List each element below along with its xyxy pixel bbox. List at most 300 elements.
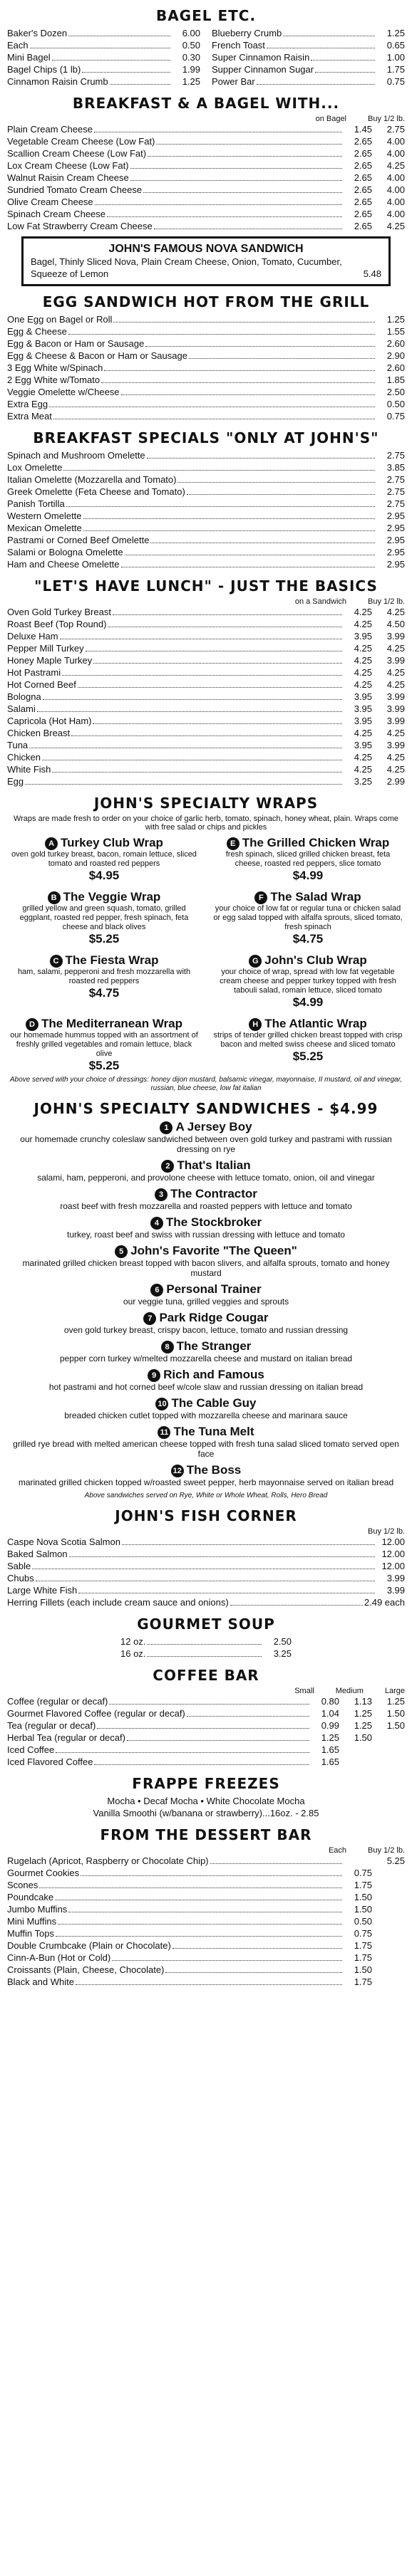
- menu-item-row: [7, 666, 405, 679]
- item-price: 2.95: [386, 523, 405, 533]
- column-header: [7, 597, 405, 606]
- menu-item-row: [7, 461, 405, 473]
- item-price: 3.99: [386, 691, 405, 702]
- sandwich-title: [7, 1244, 405, 1258]
- menu-item-row: [7, 325, 405, 337]
- leader-dots: [37, 711, 342, 712]
- item-name: Deluxe Ham: [7, 631, 58, 642]
- section-title: EGG SANDWICH HOT FROM THE GRILL: [42, 293, 370, 310]
- menu-item-row: [7, 362, 405, 374]
- item-name: Panish Tortilla: [7, 498, 65, 509]
- wrap-name: Turkey Club Wrap: [61, 836, 163, 849]
- item-name: Baked Salmon: [7, 1549, 68, 1559]
- wrap-desc: your choice of wrap, spread with low fat vegetable cream cheese and pepper turkey topped with fresh tabouli salad, romain lettuce, sliced tomato: [220, 968, 396, 995]
- item-name: Lox Cream Cheese (Low Fat): [7, 160, 129, 171]
- leader-dots: [110, 84, 170, 85]
- sandwich-item: [7, 1396, 405, 1420]
- sandwich-title: [7, 1158, 405, 1173]
- sandwich-item: [7, 1339, 405, 1363]
- menu-item-row: [7, 374, 405, 386]
- item-price: 12.00: [381, 1536, 405, 1547]
- leader-dots: [93, 663, 342, 664]
- item-price: 2.65: [354, 172, 372, 183]
- item-name: Western Omelette: [7, 511, 82, 521]
- item-price: 3.99: [386, 716, 405, 726]
- menu-item-row: [7, 220, 405, 232]
- item-price: 2.75: [386, 486, 405, 497]
- item-price: 4.00: [386, 148, 405, 159]
- wrap-price: $5.25: [88, 932, 120, 946]
- item-name: Bologna: [7, 691, 41, 702]
- item-price: 3.85: [386, 462, 405, 473]
- sandwich-title: [7, 1311, 405, 1325]
- column-header: [7, 115, 405, 123]
- wraps-subtitle: Wraps are made fresh to order on your choice of garlic herb, tomato, spinach, honey wheat, plain. Wraps come with free salad or chips and pickles: [13, 815, 399, 832]
- wrap-price: $4.95: [88, 869, 120, 882]
- sandwich-desc: grilled rye bread with melted american cheese topped with fresh tuna salad sliced tomato served open face: [13, 1439, 399, 1459]
- menu-item-row: [7, 534, 405, 546]
- item-name: Spinach Cream Cheese: [7, 209, 106, 219]
- item-name: Herring Fillets (each include cream sauce and onions): [7, 1597, 229, 1608]
- leader-dots: [69, 1556, 375, 1557]
- sandwich-title: [7, 1339, 405, 1354]
- menu-item-row: [7, 642, 405, 654]
- bagel-right: [212, 27, 405, 88]
- sandwich-name: The Contractor: [170, 1187, 257, 1200]
- item-name: Mini Bagel: [7, 52, 51, 63]
- bagel-columns: [7, 27, 405, 88]
- sandwich-item: [7, 1311, 405, 1335]
- item-name: Salami: [7, 703, 36, 714]
- item-price: 12.00: [381, 1549, 405, 1559]
- sandwich-item: [7, 1425, 405, 1459]
- item-name: Tuna: [7, 740, 29, 750]
- item-name: Egg & Cheese & Bacon or Ham or Sausage: [7, 350, 187, 361]
- menu-item-row: [7, 1952, 405, 1964]
- wrap-item: [7, 836, 201, 883]
- menu-item-row: [7, 1744, 405, 1756]
- section-title: FRAPPE FREEZES: [132, 1775, 280, 1792]
- wrap-badge: H: [249, 1018, 262, 1031]
- sandwich-desc: pepper corn turkey w/melted mozzarella cheese and mustard on italian bread: [59, 1354, 353, 1363]
- menu-item-row: [7, 1976, 405, 1988]
- leader-dots: [109, 1704, 309, 1705]
- item-price: 4.25: [354, 728, 372, 738]
- leader-dots: [230, 1605, 363, 1606]
- sandwich-number: 7: [143, 1312, 156, 1325]
- item-price: 3.99: [386, 655, 405, 666]
- item-price: 2.75: [386, 474, 405, 485]
- wrap-price: $4.99: [292, 869, 324, 882]
- sandwich-desc: oven gold turkey breast, crispy bacon, lettuce, tomato and russian dressing: [63, 1325, 349, 1335]
- item-price: 1.50: [386, 1708, 405, 1719]
- column-header: [7, 1527, 405, 1536]
- item-price: 2.99: [386, 776, 405, 787]
- sandwich-item: [7, 1368, 405, 1392]
- item-price: 4.25: [386, 728, 405, 738]
- menu-item-row: [7, 1927, 405, 1939]
- wrap-desc: fresh spinach, sliced grilled chicken breast, feta cheese, roasted red peppers, slice tomato: [225, 850, 391, 868]
- section-title: JOHN'S FISH CORNER: [115, 1507, 297, 1524]
- menu-item-row: [7, 679, 405, 691]
- item-name: 3 Egg White w/Spinach: [7, 362, 103, 373]
- item-name: Veggie Omelette w/Cheese: [7, 387, 120, 397]
- section-title: JOHN'S SPECIALTY WRAPS: [93, 795, 319, 812]
- menu-item-row: [7, 775, 405, 787]
- leader-dots: [112, 1960, 342, 1961]
- sandwich-title: [7, 1396, 405, 1410]
- item-name: Large White Fish: [7, 1585, 78, 1596]
- sandwich-title: [7, 1282, 405, 1297]
- menu-item-row: [7, 1964, 405, 1976]
- item-price: 3.95: [354, 703, 372, 714]
- menu-item-row: [7, 1855, 405, 1867]
- sandwich-item: [7, 1120, 405, 1154]
- item-price: 0.75: [354, 1868, 372, 1878]
- item-price: 0.50: [354, 1916, 372, 1927]
- item-name: Sundried Tomato Cream Cheese: [7, 184, 143, 195]
- item-name: Salami or Bologna Omelette: [7, 547, 123, 557]
- item-name: One Egg on Bagel or Roll: [7, 314, 113, 325]
- item-price: 1.25: [386, 28, 405, 38]
- nova-box: [21, 236, 391, 286]
- sandwich-number: 10: [155, 1398, 168, 1410]
- wrap-item: [7, 890, 201, 946]
- menu-item-row: [7, 1732, 405, 1744]
- menu-item-row: [7, 498, 405, 510]
- item-price: 0.99: [321, 1720, 339, 1731]
- sandwich-title: [7, 1215, 405, 1230]
- item-name: Egg & Bacon or Ham or Sausage: [7, 338, 145, 349]
- menu-item-row: [7, 703, 405, 715]
- item-price: 2.65: [354, 221, 372, 231]
- item-name: Iced Coffee: [7, 1744, 55, 1755]
- item-price: 4.25: [386, 667, 405, 678]
- item-price: 4.25: [354, 619, 372, 629]
- sandwich-item: [7, 1187, 405, 1211]
- wrap-item: [7, 953, 201, 1010]
- section-title: "LET'S HAVE LUNCH" - JUST THE BASICS: [34, 577, 378, 595]
- menu-item-row: [7, 510, 405, 522]
- item-price: 1.75: [354, 1952, 372, 1963]
- item-name: 16 oz.: [120, 1648, 146, 1659]
- item-price: 1.50: [354, 1892, 372, 1902]
- column-label: Buy 1/2 lb.: [368, 1846, 405, 1855]
- column-label: Buy 1/2 lb.: [368, 1527, 405, 1536]
- leader-dots: [315, 72, 375, 73]
- menu-item-row: [7, 123, 405, 135]
- menu-page: [0, 7, 412, 2576]
- sandwich-name: A Jersey Boy: [175, 1120, 252, 1133]
- sandwich-title: [7, 1120, 405, 1134]
- item-name: White Fish: [7, 764, 51, 775]
- item-price: 3.95: [354, 631, 372, 642]
- menu-item-row: [212, 75, 405, 88]
- wrap-name: The Salad Wrap: [270, 890, 361, 904]
- sandwich-name: Rich and Famous: [163, 1368, 264, 1381]
- item-price: 4.25: [386, 752, 405, 763]
- item-price: 3.25: [273, 1648, 292, 1659]
- sandwich-desc: roast beef with fresh mozzarella and roasted peppers with lettuce and tomato: [60, 1201, 352, 1211]
- item-price: 1.25: [354, 1708, 372, 1719]
- menu-item-row: [7, 1891, 405, 1903]
- item-price: 3.95: [354, 691, 372, 702]
- leader-dots: [130, 168, 342, 169]
- column-label: Each: [328, 1846, 347, 1855]
- item-name: Chicken: [7, 752, 41, 763]
- item-price: 1.75: [354, 1880, 372, 1890]
- item-price: 1.50: [354, 1904, 372, 1915]
- menu-item-row: [7, 63, 200, 75]
- item-price: 1.99: [182, 64, 200, 75]
- item-price: 2.65: [354, 197, 372, 207]
- menu-item-row: [7, 1756, 405, 1768]
- item-price: 4.25: [386, 679, 405, 690]
- leader-dots: [68, 334, 375, 335]
- leader-dots: [257, 84, 375, 85]
- leader-dots: [143, 192, 342, 193]
- item-price: 1.75: [354, 1940, 372, 1951]
- section-title: JOHN'S SPECIALTY SANDWICHES - $4.99: [34, 1100, 378, 1117]
- item-name: Supper Cinnamon Sugar: [212, 64, 314, 75]
- leader-dots: [66, 506, 375, 507]
- menu-item-row: [7, 135, 405, 147]
- wrap-title: [7, 1017, 201, 1031]
- item-name: Tea (regular or decaf): [7, 1720, 96, 1731]
- item-price: 6.00: [182, 28, 200, 38]
- wrap-price: $5.25: [88, 1059, 120, 1072]
- item-name: Poundcake: [7, 1892, 54, 1902]
- menu-item-row: [120, 1648, 292, 1660]
- column-label: Buy 1/2 lb.: [368, 597, 405, 606]
- sandwich-desc: our veggie tuna, grilled veggies and sprouts: [123, 1297, 289, 1307]
- item-price: 4.25: [354, 667, 372, 678]
- item-price: 1.04: [321, 1708, 339, 1719]
- item-price: 0.50: [386, 399, 405, 409]
- item-name: Oven Gold Turkey Breast: [7, 607, 111, 617]
- column-label: on Bagel: [315, 115, 347, 123]
- menu-item-row: [7, 715, 405, 727]
- sandwich-name: The Boss: [186, 1463, 242, 1477]
- leader-dots: [147, 1644, 262, 1645]
- item-name: Extra Meat: [7, 411, 52, 422]
- item-price: 0.75: [386, 76, 405, 87]
- item-name: Hot Corned Beef: [7, 679, 76, 690]
- item-price: 2.75: [386, 124, 405, 135]
- item-name: Rugelach (Apricot, Raspberry or Chocolate Chip): [7, 1855, 209, 1866]
- leader-dots: [43, 699, 342, 700]
- item-name: Italian Omelette (Mozzarella and Tomato): [7, 474, 177, 485]
- sandwich-number: 5: [115, 1245, 128, 1258]
- menu-item-row: [212, 63, 405, 75]
- item-price: 0.75: [386, 411, 405, 422]
- item-name: Pepper Mill Turkey: [7, 643, 84, 654]
- item-price: 4.00: [386, 209, 405, 219]
- column-label: Large: [384, 1687, 405, 1695]
- wrap-badge: G: [249, 955, 262, 968]
- menu-item-row: [7, 606, 405, 618]
- item-name: Mini Muffins: [7, 1916, 57, 1927]
- item-price: 3.99: [386, 703, 405, 714]
- wrap-badge: D: [26, 1018, 38, 1031]
- item-name: Baker's Dozen: [7, 28, 68, 38]
- item-name: Low Fat Strawberry Cream Cheese: [7, 221, 153, 231]
- item-name: Roast Beef (Top Round): [7, 619, 107, 629]
- leader-dots: [52, 60, 170, 61]
- sandwich-name: John's Favorite "The Queen": [130, 1244, 297, 1257]
- leader-dots: [56, 1752, 309, 1753]
- item-price: 2.50: [273, 1636, 292, 1647]
- menu-item-row: [7, 486, 405, 498]
- item-name: Cinn-A-Bun (Hot or Cold): [7, 1952, 111, 1963]
- sandwich-name: The Stranger: [176, 1339, 252, 1353]
- wrap-badge: B: [48, 891, 61, 904]
- item-name: Blueberry Crumb: [212, 28, 282, 38]
- section-title: FROM THE DESSERT BAR: [100, 1826, 312, 1843]
- wrap-item: [211, 953, 405, 1010]
- menu-item-row: [7, 739, 405, 751]
- item-name: Mexican Omelette: [7, 523, 82, 533]
- item-price: 2.50: [386, 387, 405, 397]
- item-price: 2.75: [386, 450, 405, 461]
- item-price: 2.65: [354, 184, 372, 195]
- item-name: Chicken Breast: [7, 728, 71, 738]
- frappe-line: Mocha • Decaf Mocha • White Chocolate Mocha: [107, 1796, 305, 1806]
- item-price: 4.25: [354, 655, 372, 666]
- sandwich-number: 12: [171, 1465, 184, 1477]
- item-name: Honey Maple Turkey: [7, 655, 93, 666]
- leader-dots: [210, 1863, 342, 1864]
- column-header: [7, 1687, 405, 1695]
- frappe-line: Vanilla Smoothi (w/banana or strawberry)...16oz. - 2.85: [93, 1808, 319, 1818]
- item-price: 0.50: [182, 40, 200, 51]
- menu-item-row: [212, 27, 405, 39]
- sandwich-desc: hot pastrami and hot corned beef w/cole slaw and russian dressing on italian bread: [48, 1382, 364, 1392]
- wrap-title: [211, 836, 405, 850]
- item-name: Each: [7, 40, 29, 51]
- wrap-item: [7, 1017, 201, 1073]
- item-price: 4.25: [386, 607, 405, 617]
- item-price: 1.45: [354, 124, 372, 135]
- item-name: French Toast: [212, 40, 265, 51]
- wrap-title: [7, 836, 201, 850]
- section-title: BREAKFAST & A BAGEL WITH...: [72, 95, 340, 112]
- leader-dots: [56, 1936, 342, 1937]
- item-name: Hot Pastrami: [7, 667, 61, 678]
- wrap-desc: ham, salami, pepperoni and fresh mozzarella with roasted red peppers: [17, 968, 191, 985]
- item-name: Walnut Raisin Cream Cheese: [7, 172, 129, 183]
- item-price: 12.00: [381, 1561, 405, 1571]
- item-price: 4.00: [386, 136, 405, 147]
- menu-item-row: [7, 751, 405, 763]
- menu-item-row: [7, 1596, 405, 1608]
- leader-dots: [104, 370, 375, 371]
- leader-dots: [147, 458, 375, 459]
- item-name: Gourmet Flavored Coffee (regular or decaf): [7, 1708, 185, 1719]
- menu-item-row: [7, 27, 200, 39]
- wrap-desc: grilled yellow and green squash, tomato, grilled eggplant, roasted red pepper, fresh spinach, feta cheese and black olives: [19, 904, 189, 931]
- sandwich-name: The Tuna Melt: [173, 1425, 254, 1438]
- leader-dots: [148, 156, 342, 157]
- sandwich-desc: turkey, roast beef and swiss with russian dressing with lettuce and tomato: [67, 1230, 345, 1240]
- leader-dots: [147, 1656, 262, 1657]
- menu-item-row: [7, 1939, 405, 1952]
- item-price: 4.25: [386, 221, 405, 231]
- item-name: 12 oz.: [120, 1636, 146, 1647]
- item-price: 2.60: [386, 338, 405, 349]
- wrap-badge: A: [45, 837, 58, 850]
- item-price: 2.65: [354, 148, 372, 159]
- menu-item-row: [7, 522, 405, 534]
- item-price: 2.95: [386, 511, 405, 521]
- item-name: Muffin Tops: [7, 1928, 55, 1939]
- sandwich-title: [7, 1425, 405, 1439]
- leader-dots: [121, 394, 375, 395]
- sandwich-item: [7, 1244, 405, 1278]
- menu-item-row: [7, 654, 405, 666]
- wrap-name: The Grilled Chicken Wrap: [242, 836, 390, 849]
- leader-dots: [62, 675, 342, 676]
- sandwiches-note: Above sandwiches served on Rye, White or Whole Wheat, Rolls, Hero Bread: [84, 1492, 328, 1499]
- sandwich-name: That's Italian: [177, 1158, 251, 1172]
- leader-dots: [107, 216, 342, 217]
- menu-item-row: [7, 558, 405, 570]
- sandwich-desc: marinated grilled chicken breast topped with bacon slivers, and alfalfa sprouts, tomato and honey mustard: [22, 1258, 390, 1278]
- menu-item-row: [120, 1635, 292, 1648]
- sandwich-desc: salami, ham, pepperoni, and provolone cheese with lettuce tomato, onion, oil and vinegar: [37, 1173, 375, 1183]
- menu-item-row: [7, 1560, 405, 1572]
- item-name: Pastrami or Corned Beef Omelette: [7, 535, 150, 545]
- menu-item-row: [212, 51, 405, 63]
- menu-item-row: [7, 1707, 405, 1719]
- wrap-title: [211, 890, 405, 904]
- menu-item-row: [7, 1915, 405, 1927]
- item-price: 2.60: [386, 362, 405, 373]
- menu-item-row: [7, 473, 405, 486]
- column-label: Medium: [335, 1687, 364, 1695]
- item-price: 2.49 each: [364, 1597, 405, 1608]
- menu-item-row: [7, 398, 405, 410]
- leader-dots: [187, 494, 375, 495]
- column-label: Buy 1/2 lb.: [368, 115, 405, 123]
- item-name: Scones: [7, 1880, 38, 1890]
- leader-dots: [145, 346, 375, 347]
- leader-dots: [52, 772, 342, 773]
- leader-dots: [130, 180, 342, 181]
- item-name: Lox Omelette: [7, 462, 63, 473]
- item-price: 2.95: [386, 559, 405, 570]
- item-name: Gourmet Cookies: [7, 1868, 80, 1878]
- sandwich-number: 6: [150, 1284, 163, 1297]
- soup-list: [120, 1635, 292, 1660]
- nova-title: JOHN'S FAMOUS NOVA SANDWICH: [108, 243, 304, 255]
- item-name: Extra Egg: [7, 399, 48, 409]
- wrap-item: [211, 890, 405, 946]
- sandwich-desc: marinated grilled chicken topped w/roasted sweet pepper, herb mayonnaise served on italian bread: [18, 1477, 394, 1487]
- wrap-badge: E: [227, 837, 240, 850]
- item-price: 4.25: [354, 679, 372, 690]
- menu-item-row: [7, 1879, 405, 1891]
- wrap-badge: C: [50, 955, 63, 968]
- sandwich-title: [7, 1187, 405, 1201]
- sandwich-number: 2: [161, 1160, 174, 1173]
- wrap-item: [211, 836, 405, 883]
- item-name: Croissants (Plain, Cheese, Chocolate): [7, 1964, 165, 1975]
- item-price: 1.75: [354, 1976, 372, 1987]
- leader-dots: [78, 687, 342, 688]
- item-price: 3.99: [386, 1585, 405, 1596]
- item-name: Capricola (Hot Ham): [7, 716, 92, 726]
